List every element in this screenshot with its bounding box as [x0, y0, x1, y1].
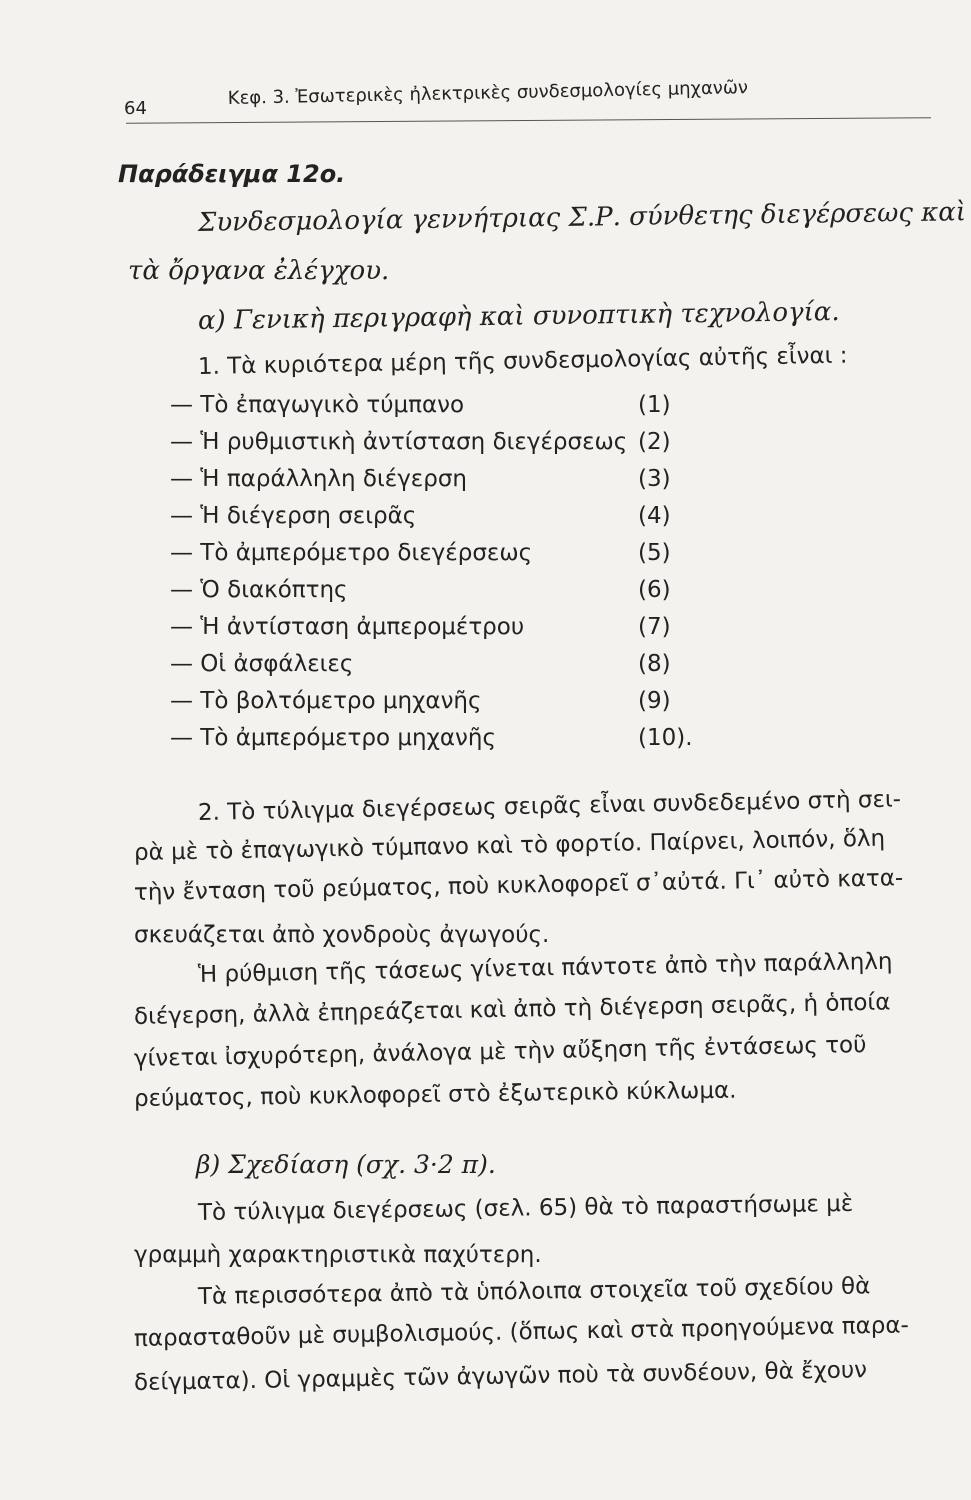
part-label: — Ἡ παράλληλη διέγερση: [170, 466, 467, 492]
part-number: (5): [638, 540, 671, 566]
list-item: [170, 614, 760, 646]
paragraph-line: Τὸ τύλιγμα διεγέρσεως (σελ. 65) θὰ τὸ παραστήσωμε μὲ: [197, 1190, 854, 1226]
list-item: [170, 392, 760, 424]
paragraph-line: γίνεται ἰσχυρότερη, ἀνάλογα μὲ τὴν αὔξηση τῆς ἐντάσεως τοῦ: [133, 1031, 867, 1072]
part-number: (1): [638, 392, 671, 418]
list-item: [170, 503, 760, 535]
example-subject-line: Συνδεσμολογία γεννήτριας Σ.Ρ. σύνθετης διεγέρσεως καὶ: [197, 197, 967, 238]
paragraph-line: ρεύματος, ποὺ κυκλοφορεῖ στὸ ἐξωτερικὸ κύκλωμα.: [133, 1077, 737, 1112]
part-label: — Τὸ βολτόμετρο μηχανῆς: [170, 688, 482, 714]
list-item: [170, 466, 760, 498]
page-number: 64: [124, 98, 147, 119]
paragraph-line: Ἡ ρύθμιση τῆς τάσεως γίνεται πάντοτε ἀπὸ τὴν παράλληλη: [197, 948, 893, 988]
part-number: (6): [638, 577, 671, 603]
part-label: — Τὸ ἐπαγωγικὸ τύμπανο: [170, 392, 465, 418]
list-item: [170, 725, 760, 757]
paragraph-line: διέγερση, ἀλλὰ ἐπηρεάζεται καὶ ἀπὸ τὴ διέγερση σειρᾶς, ἡ ὁποία: [133, 989, 891, 1030]
paragraph-line: ρὰ μὲ τὸ ἐπαγωγικὸ τύμπανο καὶ τὸ φορτίο. Παίρνει, λοιπόν, ὅλη: [133, 825, 886, 866]
part-label: — Ἡ ρυθμιστικὴ ἀντίσταση διεγέρσεως: [170, 429, 628, 455]
part-number: (3): [638, 466, 671, 492]
paragraph-line: 2. Τὸ τύλιγμα διεγέρσεως σειρᾶς εἶναι συνδεδεμένο στὴ σει-: [197, 786, 902, 826]
paragraph-line: σκευάζεται ἀπὸ χονδροὺς ἀγωγούς.: [134, 922, 550, 948]
page-header: [118, 78, 930, 118]
part-label: — Ὁ διακόπτης: [170, 577, 348, 603]
part-number: (9): [638, 688, 671, 714]
part-label: — Οἱ ἀσφάλειες: [170, 651, 354, 677]
header-rule: [126, 117, 931, 124]
list-item: [170, 429, 760, 461]
paragraph-line: τὴν ἔνταση τοῦ ρεύματος, ποὺ κυκλοφορεῖ σ᾽αὐτά. Γι᾽ αὐτὸ κατα-: [133, 865, 904, 906]
paragraph-line: παρασταθοῦν μὲ συμβολισμούς. (ὅπως καὶ στὰ προηγούμενα παρα-: [133, 1312, 910, 1352]
part-number: (2): [638, 429, 671, 455]
example-title: Παράδειγμα 12ο.: [118, 160, 346, 188]
part-label: — Τὸ ἀμπερόμετρο μηχανῆς: [170, 725, 496, 751]
running-head: Κεφ. 3. Ἐσωτερικὲς ἠλεκτρικὲς συνδεσμολογίες μηχανῶν: [227, 77, 749, 109]
part-label: — Τὸ ἀμπερόμετρο διεγέρσεως: [170, 540, 533, 566]
part-number: (7): [638, 614, 671, 640]
list-item: [170, 688, 760, 720]
part-number: (8): [638, 651, 671, 677]
part-label: — Ἡ διέγερση σειρᾶς: [170, 503, 417, 529]
list-item: [170, 540, 760, 572]
part-number: (4): [638, 503, 671, 529]
paragraph-line: γραμμὴ χαρακτηριστικὰ παχύτερη.: [134, 1242, 542, 1268]
example-subject-line: τὰ ὄργανα ἐλέγχου.: [128, 256, 390, 286]
parts-intro: 1. Τὰ κυριότερα μέρη τῆς συνδεσμολογίας αὐτῆς εἶναι :: [197, 342, 848, 380]
paragraph-line: δείγματα). Οἱ γραμμὲς τῶν ἀγωγῶν ποὺ τὰ συνδέουν, θὰ ἔχουν: [133, 1357, 868, 1396]
part-label: — Ἡ ἀντίσταση ἀμπερομέτρου: [170, 614, 525, 640]
section-b-heading: β) Σχεδίαση (σχ. 3·2 π).: [196, 1150, 496, 1179]
paragraph-line: Τὰ περισσότερα ἀπὸ τὰ ὑπόλοιπα στοιχεῖα τοῦ σχεδίου θὰ: [197, 1273, 871, 1310]
part-number: (10).: [638, 725, 693, 751]
list-item: [170, 577, 760, 609]
list-item: [170, 651, 760, 683]
section-a-heading: α) Γενικὴ περιγραφὴ καὶ συνοπτικὴ τεχνολογία.: [197, 297, 840, 336]
